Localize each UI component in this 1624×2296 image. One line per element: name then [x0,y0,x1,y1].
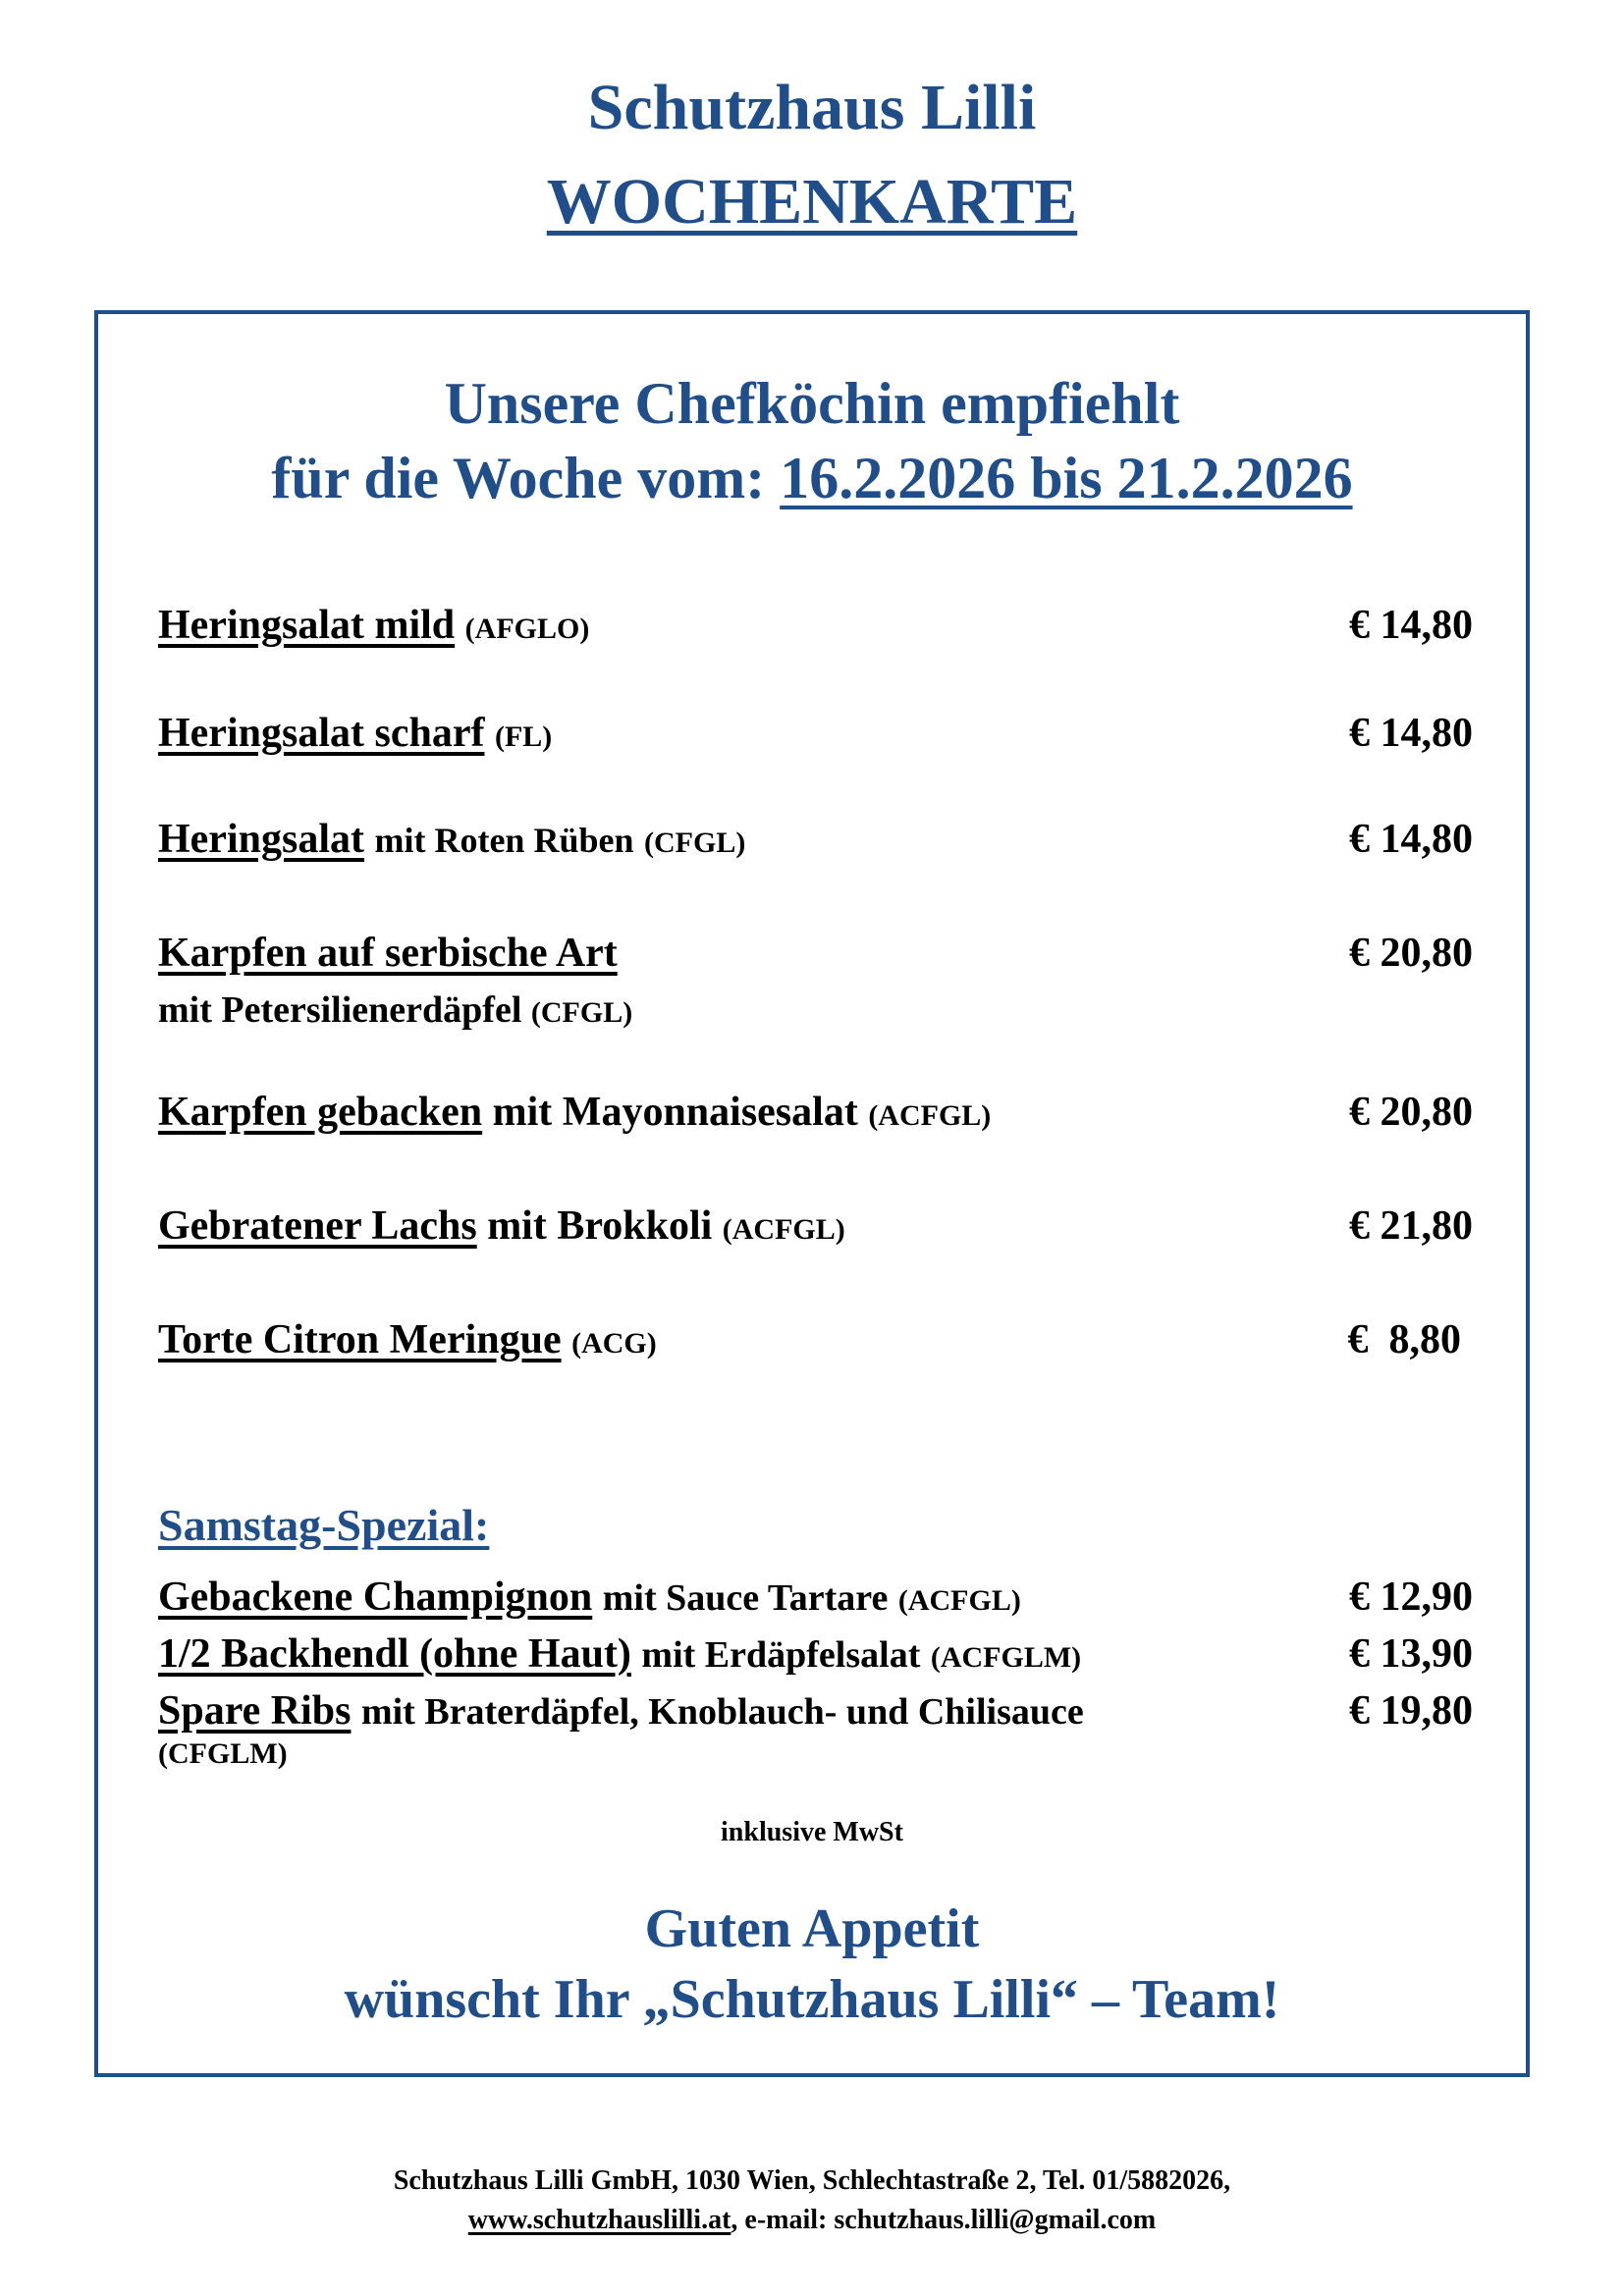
special-item [158,1686,1084,1736]
item-name: 1/2 Backhendl (ohne Haut) [158,1631,631,1677]
footer-address: Schutzhaus Lilli GmbH, 1030 Wien, Schlechtastraße 2, Tel. 01/5882026, [393,2165,1231,2196]
item-allergens: (ACFGL) [722,1213,845,1246]
item-allergens: (FL) [494,721,553,753]
restaurant-name: Schutzhaus Lilli [587,72,1037,143]
item-allergens: (ACFGLM) [930,1641,1082,1674]
item-desc: mit Petersilienerdäpfel [158,989,522,1031]
week-range [0,444,1624,512]
item-name: Spare Ribs [158,1688,352,1734]
item-price: € 20,80 [1349,931,1473,976]
item-allergens: (CFGLM) [158,1737,288,1770]
item-desc: mit Erdäpfelsalat [641,1634,921,1676]
item-price: € 20,80 [1349,1090,1473,1135]
item-allergens: (CFGL) [644,827,746,859]
closing-line2: wünscht Ihr „Schutzhaus Lilli“ – Team! [344,1969,1280,2030]
special-item [158,1629,1081,1682]
menu-item [158,709,552,762]
special-title [158,1498,489,1553]
item-allergens: (CFGL) [530,996,633,1029]
item-price: € 14,80 [1349,817,1473,862]
date-range: 16.2.2026 bis 21.2.2026 [780,446,1353,510]
item-name: Gebratener Lachs [158,1203,477,1249]
menu-item [158,1201,845,1255]
item-price: € 13,90 [1349,1631,1473,1677]
item-name: Karpfen gebacken [158,1090,483,1135]
item-allergens: (ACFGL) [868,1099,992,1132]
chef-recommends: Unsere Chefköchin empfiehlt [444,371,1180,436]
menu-item [158,929,618,978]
item-name: Heringsalat mild [158,603,456,648]
item-name: Gebackene Champignon [158,1575,593,1620]
item-allergens: (ACG) [571,1327,657,1360]
special-title-text: Samstag-Spezial: [158,1500,490,1550]
week-prefix: für die Woche vom: [271,446,781,510]
special-item-allergens [158,1734,288,1771]
footer-contact [0,2203,1624,2238]
item-desc: mit Braterdäpfel, Knoblauch- und Chilisauce [360,1691,1084,1733]
item-price: € 8,80 [1347,1317,1461,1362]
website-link[interactable]: www.schutzhauslilli.at [467,2205,731,2235]
item-price: € 14,80 [1349,603,1473,648]
item-price: € 19,80 [1349,1688,1473,1734]
menu-item [158,815,745,868]
closing-line1: Guten Appetit [644,1898,980,1959]
menu-title [0,163,1624,241]
item-name: Heringsalat scharf [158,711,485,756]
menu-box [94,310,1530,2077]
item-allergens: (ACFGL) [897,1584,1021,1617]
item-allergens: (AFGLO) [464,613,590,645]
footer-email: , e-mail: schutzhaus.lilli@gmail.com [731,2205,1157,2235]
special-item [158,1573,1021,1626]
item-name: Torte Citron Meringue [158,1317,562,1362]
item-name: Karpfen auf serbische Art [158,931,618,976]
item-desc: mit Sauce Tartare [602,1577,889,1619]
tax-note: inklusive MwSt [721,1817,903,1847]
item-desc: mit Mayonnaisesalat [492,1090,858,1135]
item-desc: mit Roten Rüben [374,821,634,860]
item-price: € 21,80 [1349,1203,1473,1249]
item-desc: mit Brokkoli [487,1203,713,1249]
item-price: € 14,80 [1349,711,1473,756]
item-name: Heringsalat [158,817,364,862]
menu-title-text: WOCHENKARTE [546,166,1078,238]
menu-item-subline [158,986,632,1038]
menu-item [158,601,589,654]
menu-item [158,1315,657,1368]
menu-item [158,1088,991,1141]
item-price: € 12,90 [1349,1575,1473,1620]
